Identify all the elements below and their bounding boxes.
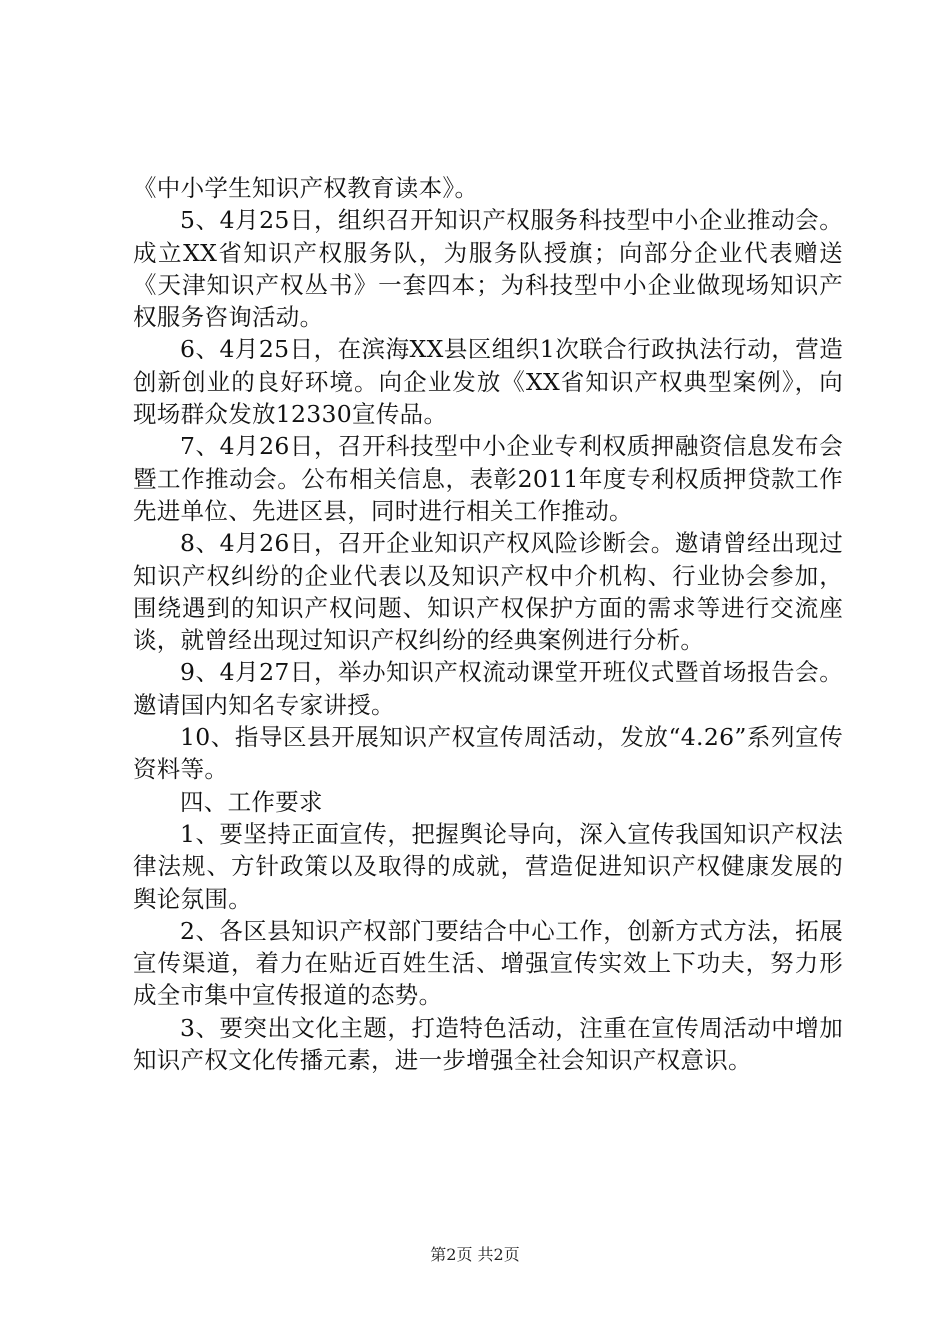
paragraph-item-10: 10、指导区县开展知识产权宣传周活动，发放“4.26”系列宣传资料等。 xyxy=(133,723,843,784)
document-body xyxy=(133,172,843,1076)
paragraph-item-8: 8、4月26日，召开企业知识产权风险诊断会。邀请曾经出现过知识产权纠纷的企业代表以及知识产权中介机构、行业协会参加，围绕遇到的知识产权问题、知识产权保护方面的需求等进行交流座谈，就曾经出现过知识产权纠纷的经典案例进行分析。 xyxy=(133,529,843,655)
section-heading-work-requirements: 四、工作要求 xyxy=(180,787,323,816)
paragraph-requirement-3: 3、要突出文化主题，打造特色活动，注重在宣传周活动中增加知识产权文化传播元素，进一步增强全社会知识产权意识。 xyxy=(133,1013,843,1075)
paragraph-item-7: 7、4月26日，召开科技型中小企业专利权质押融资信息发布会暨工作推动会。公布相关信息，表彰2011年度专利权质押贷款工作先进单位、先进区县，同时进行相关工作推动。 xyxy=(133,432,843,525)
paragraph-continuation: 《中小学生知识产权教育读本》。 xyxy=(133,174,479,202)
paragraph-item-6: 6、4月25日，在滨海XX县区组织1次联合行政执法行动，营造创新创业的良好环境。向企业发放《XX省知识产权典型案例》，向现场群众发放12330宣传品。 xyxy=(133,335,843,429)
paragraph-requirement-1: 1、要坚持正面宣传，把握舆论导向，深入宣传我国知识产权法律法规、方针政策以及取得的成就，营造促进知识产权健康发展的舆论氛围。 xyxy=(133,819,843,913)
paragraph-item-5: 5、4月25日，组织召开知识产权服务科技型中小企业推动会。成立XX省知识产权服务队，为服务队授旗；向部分企业代表赠送《天津知识产权丛书》一套四本；为科技型中小企业做现场知识产权服务咨询活动。 xyxy=(133,206,843,332)
paragraph-item-9: 9、4月27日，举办知识产权流动课堂开班仪式暨首场报告会。邀请国内知名专家讲授。 xyxy=(133,658,843,719)
page-number-footer: 第2页 共2页 xyxy=(430,1245,520,1264)
paragraph-requirement-2: 2、各区县知识产权部门要结合中心工作，创新方式方法，拓展宣传渠道，着力在贴近百姓生活、增强宣传实效上下功夫，努力形成全市集中宣传报道的态势。 xyxy=(133,916,843,1010)
